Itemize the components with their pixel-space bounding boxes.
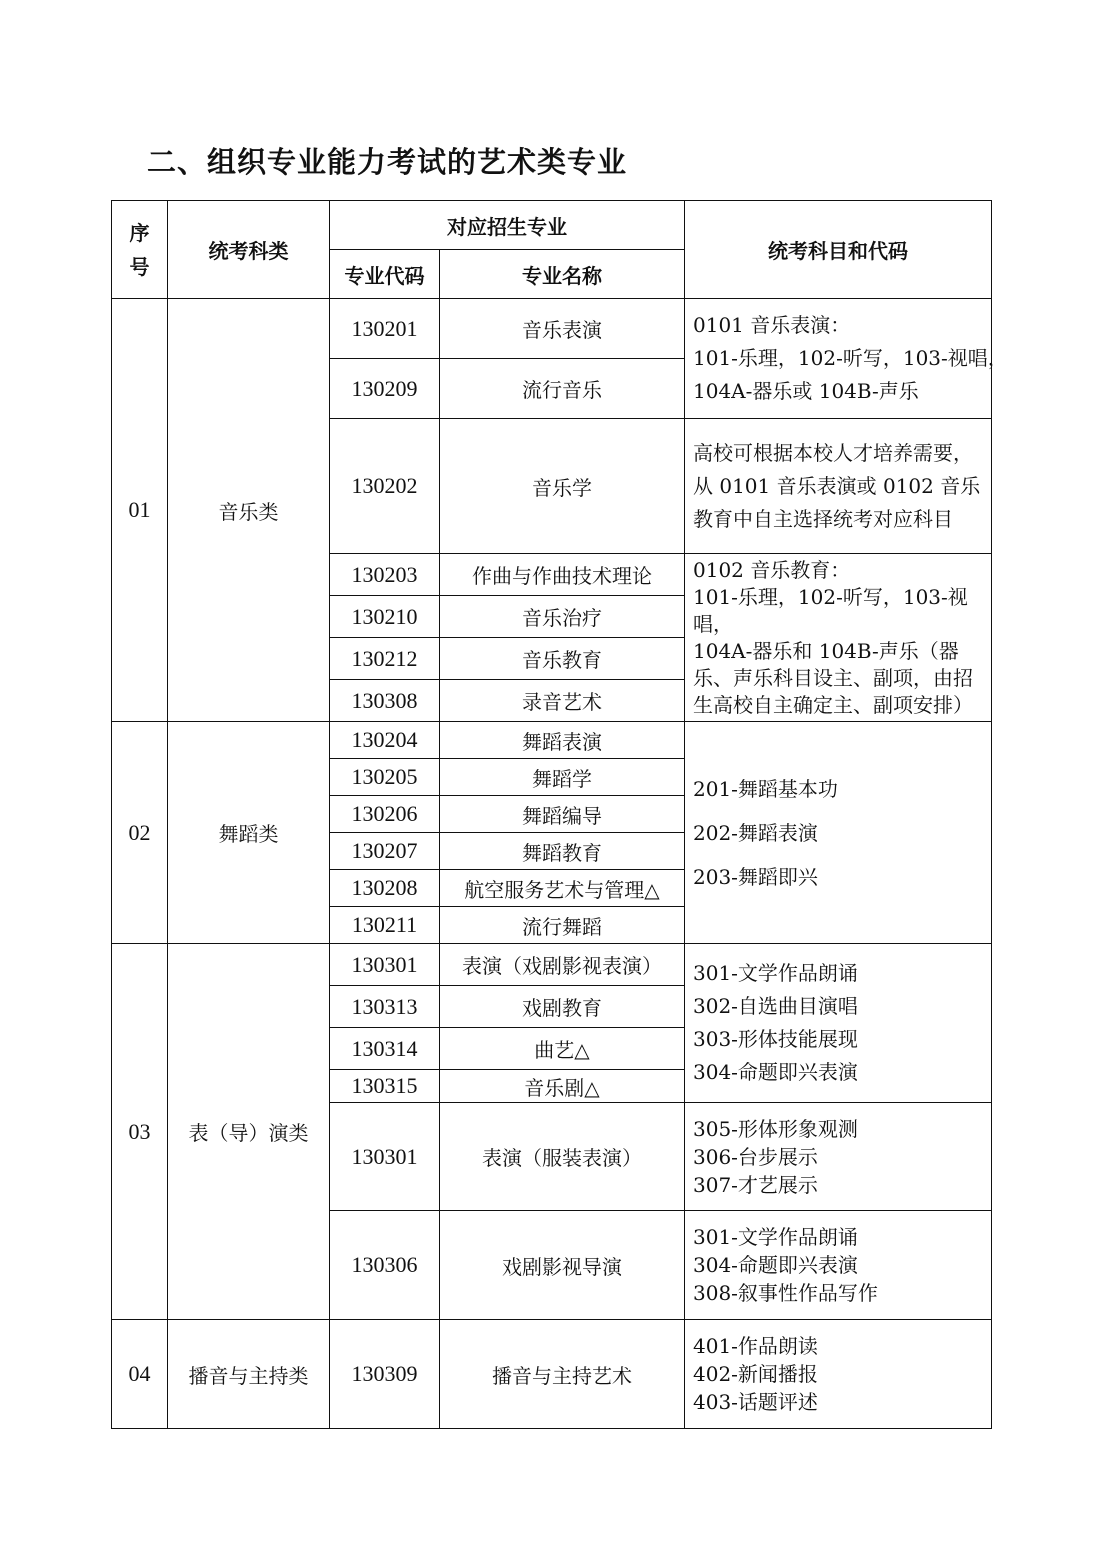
- major-code: 130315: [330, 1070, 440, 1103]
- table-row: [112, 944, 992, 986]
- major-name: 音乐治疗: [440, 596, 685, 638]
- subjects-cell: 301-文学作品朗诵 304-命题即兴表演 308-叙事性作品写作: [685, 1211, 992, 1320]
- subjects-cell: 305-形体形象观测 306-台步展示 307-才艺展示: [685, 1103, 992, 1211]
- category-cell: 播音与主持类: [168, 1320, 330, 1429]
- major-name: 表演（服装表演）: [440, 1103, 685, 1211]
- major-name: 表演（戏剧影视表演）: [440, 944, 685, 986]
- header-category: 统考科类: [168, 201, 330, 299]
- art-majors-table: [111, 200, 1008, 1429]
- major-code: 130206: [330, 796, 440, 833]
- major-name: 曲艺△: [440, 1028, 685, 1070]
- major-code: 130202: [330, 419, 440, 554]
- table-row: [112, 722, 992, 759]
- subjects-cell: 301-文学作品朗诵 302-自选曲目演唱 303-形体技能展现 304-命题即兴表演: [685, 944, 992, 1103]
- major-name: 播音与主持艺术: [440, 1320, 685, 1429]
- major-code: 130208: [330, 870, 440, 907]
- header-seq: 序 号: [112, 201, 168, 299]
- subjects-cell: 0102 音乐教育： 101-乐理，102-听写，103-视唱， 104A-器乐和 104B-声乐（器乐、声乐科目设主、副项，由招生高校自主确定主、副项安排）: [685, 554, 992, 722]
- major-code: 130301: [330, 1103, 440, 1211]
- seq-cell: 04: [112, 1320, 168, 1429]
- table-row: [112, 299, 992, 359]
- subjects-cell: 201-舞蹈基本功 202-舞蹈表演 203-舞蹈即兴: [685, 722, 992, 944]
- category-cell: 舞蹈类: [168, 722, 330, 944]
- major-name: 航空服务艺术与管理△: [440, 870, 685, 907]
- major-name: 戏剧影视导演: [440, 1211, 685, 1320]
- major-name: 音乐教育: [440, 638, 685, 680]
- header-row: [112, 201, 992, 250]
- major-name: 作曲与作曲技术理论: [440, 554, 685, 596]
- category-cell: 音乐类: [168, 299, 330, 722]
- table-row: [112, 1320, 992, 1429]
- major-code: 130209: [330, 359, 440, 419]
- seq-cell: 02: [112, 722, 168, 944]
- major-code: 130203: [330, 554, 440, 596]
- seq-cell: 01: [112, 299, 168, 722]
- category-cell: 表（导）演类: [168, 944, 330, 1320]
- major-name: 音乐剧△: [440, 1070, 685, 1103]
- header-subjects: 统考科目和代码: [685, 201, 992, 299]
- major-name: 流行舞蹈: [440, 907, 685, 944]
- page-title: 二、组织专业能力考试的艺术类专业: [147, 145, 628, 179]
- header-code: 专业代码: [330, 250, 440, 299]
- major-code: 130301: [330, 944, 440, 986]
- major-name: 音乐表演: [440, 299, 685, 359]
- major-code: 130210: [330, 596, 440, 638]
- major-name: 舞蹈编导: [440, 796, 685, 833]
- subjects-cell: 高校可根据本校人才培养需要，从 0101 音乐表演或 0102 音乐教育中自主选择统考对应科目: [685, 419, 992, 554]
- major-code: 130211: [330, 907, 440, 944]
- subjects-cell: 0101 音乐表演： 101-乐理，102-听写，103-视唱， 104A-器乐或 104B-声乐: [685, 299, 992, 419]
- major-name: 戏剧教育: [440, 986, 685, 1028]
- seq-cell: 03: [112, 944, 168, 1320]
- major-code: 130201: [330, 299, 440, 359]
- major-name: 舞蹈教育: [440, 833, 685, 870]
- major-name: 舞蹈学: [440, 759, 685, 796]
- major-code: 130205: [330, 759, 440, 796]
- header-majors: 对应招生专业: [330, 201, 685, 250]
- major-code: 130306: [330, 1211, 440, 1320]
- major-name: 音乐学: [440, 419, 685, 554]
- major-code: 130204: [330, 722, 440, 759]
- subjects-cell: 401-作品朗读 402-新闻播报 403-话题评述: [685, 1320, 992, 1429]
- major-name: 舞蹈表演: [440, 722, 685, 759]
- major-name: 流行音乐: [440, 359, 685, 419]
- major-code: 130207: [330, 833, 440, 870]
- major-code: 130309: [330, 1320, 440, 1429]
- major-code: 130314: [330, 1028, 440, 1070]
- header-name: 专业名称: [440, 250, 685, 299]
- major-code: 130212: [330, 638, 440, 680]
- major-code: 130308: [330, 680, 440, 722]
- major-code: 130313: [330, 986, 440, 1028]
- major-name: 录音艺术: [440, 680, 685, 722]
